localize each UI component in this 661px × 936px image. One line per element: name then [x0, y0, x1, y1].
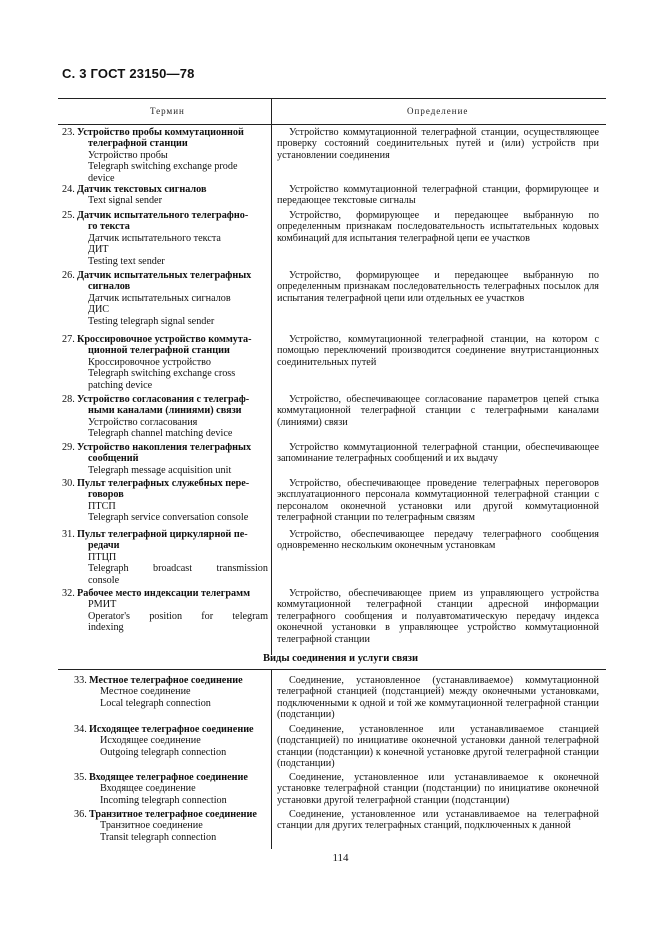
term-title: Датчик текстовых сигналов: [77, 184, 207, 195]
term-synonym: Operator's position for telegram: [88, 610, 268, 622]
document-header: С. 3 ГОСТ 23150—78: [62, 66, 195, 81]
term-title: Пульт телеграфных служебных пере-: [77, 478, 250, 489]
term-definition: Соединение, установленное или устанавливаемое станцией (подстанцией) по инициативе оконечной установки данной телеграфной станции (подстанции) к конечной установке другой телеграфной станции (подстанции): [277, 724, 599, 770]
term-synonym: Telegraph switching exchange cross: [88, 368, 236, 380]
term-synonym: Telegraph message acquisition unit: [88, 464, 232, 476]
term-definition: Устройство, формирующее и передающее выбранную по определенным признакам последовательность испытательных кодовых комбинаций для испытания телеграфной цепи ее участков: [277, 210, 599, 244]
term-entry: [74, 724, 270, 758]
term-synonym: device: [88, 172, 115, 184]
term-synonym: Датчик испытательных сигналов: [88, 292, 231, 304]
term-synonym: Telegraph switching exchange prode: [88, 161, 238, 173]
term-title: Рабочее место индексации телеграмм: [77, 588, 251, 599]
term-synonym: ПТСП: [88, 500, 116, 512]
term-synonym: Входящее соединение: [100, 783, 196, 795]
term-definition: Устройство, обеспечивающее прием из управляющего устройства коммутационной телеграфной станции адресной информации телеграфного сообщения и полуавтоматическую передачу индекса оконечной установки в управляющее устройство коммутационной телеграфной станции: [277, 588, 599, 645]
term-title: ными каналами (линиями) связи: [88, 405, 242, 417]
term-definition: Устройство коммутационной телеграфной станции, обеспечивающее запоминание телеграфных сообщений и их выдачу: [277, 442, 599, 465]
term-entry: [62, 442, 268, 476]
term-synonym: Telegraph service conversation console: [88, 512, 249, 524]
term-entry: [74, 675, 270, 709]
section-title: Виды соединения и услуги связи: [262, 653, 419, 664]
term-entry: [62, 394, 268, 440]
term-synonym: ПТЦП: [88, 551, 117, 563]
term-number: 34.: [74, 724, 87, 735]
term-number: 35.: [74, 772, 87, 783]
column-divider: [271, 124, 272, 655]
term-synonym: Telegraph broadcast transmission: [88, 563, 268, 575]
term-definition: Соединение, установленное или устанавливаемое на телеграфной станции для других телеграфных станций, подключенных к данной: [277, 809, 599, 832]
term-title: Входящее телеграфное соединение: [89, 772, 248, 783]
term-entry: [62, 478, 268, 524]
term-synonym: Text signal sender: [88, 195, 162, 207]
term-number: 32.: [62, 588, 75, 599]
term-synonym: Telegraph channel matching device: [88, 428, 233, 440]
term-title: Местное телеграфное соединение: [89, 675, 243, 686]
term-synonym: Кроссировочное устройство: [88, 356, 211, 368]
term-title: Датчик испытательного телеграфно-: [77, 210, 249, 221]
term-title: Устройство согласования с телеграф-: [77, 394, 250, 405]
term-definition: Устройство, обеспечивающее проведение телеграфных переговоров эксплуатационного персонала коммутационной телеграфной станции с персоналом оконечной установки или другой коммутационной телеграфной станции по телеграфным связям: [277, 478, 599, 524]
term-title: редачи: [88, 540, 120, 552]
term-title: Исходящее телеграфное соединение: [89, 724, 254, 735]
term-number: 33.: [74, 675, 87, 686]
term-synonym: Местное соединение: [100, 686, 191, 698]
term-synonym: Local telegraph connection: [100, 697, 211, 709]
term-definition: Устройство, обеспечивающее согласование параметров цепей стыка коммутационной телеграфной станции с телеграфными каналами (линиями) связи: [277, 394, 599, 428]
term-definition: Устройство, обеспечивающее передачу телеграфного сообщения одновременно нескольким оконечным установкам: [277, 529, 599, 552]
term-entry: [62, 270, 268, 327]
term-number: 28.: [62, 394, 75, 405]
column-divider: [271, 98, 272, 124]
term-synonym: console: [88, 574, 120, 586]
header-bottom-border: [58, 124, 606, 125]
term-definition: Устройство, коммутационной телеграфной станции, на котором с помощью переключений производится соединение внутристанционных соединительных путей: [277, 334, 599, 368]
term-entry: [74, 772, 270, 806]
term-synonym: Датчик испытательного текста: [88, 232, 221, 244]
term-title: говоров: [88, 489, 124, 501]
column-header-term: Термин: [150, 106, 185, 116]
term-number: 36.: [74, 809, 87, 820]
term-title: ционной телеграфной станции: [88, 345, 230, 357]
term-title: Датчик испытательных телеграфных: [77, 270, 252, 281]
term-definition: Соединение, установленное (устанавливаемое) коммутационной телеграфной станцией (подстанцией) между оконечными установками, подключенными к одной и той же коммутационной телеграфной станции (подстанции): [277, 675, 599, 721]
term-number: 26.: [62, 270, 75, 281]
term-definition: Соединение, установленное или устанавливаемое к оконечной установке телеграфной станции (подстанции) по инициативе оконечной установки другой телеграфной станции (подстанции): [277, 772, 599, 806]
term-synonym: Testing telegraph signal sender: [88, 315, 215, 327]
term-synonym: Transit telegraph connection: [100, 831, 217, 843]
term-synonym: ДИС: [88, 304, 110, 316]
term-synonym: Транзитное соединение: [100, 820, 203, 832]
term-number: 24.: [62, 184, 75, 195]
term-number: 25.: [62, 210, 75, 221]
page-number: 114: [332, 852, 349, 864]
term-synonym: indexing: [88, 622, 124, 634]
term-entry: [62, 210, 268, 267]
table-top-border: [58, 98, 606, 99]
term-definition: Устройство, формирующее и передающее выбранную по определенным признакам последовательность телеграфных посылок для испытания телеграфной цепи или отдельных ее участков: [277, 270, 599, 304]
term-number: 23.: [62, 127, 75, 138]
term-definition: Устройство коммутационной телеграфной станции, формирующее и передающее текстовые сигналы: [277, 184, 599, 207]
term-synonym: Outgoing telegraph connection: [100, 746, 227, 758]
column-divider: [271, 669, 272, 849]
term-title: сигналов: [88, 281, 131, 293]
section-separator: [58, 669, 606, 670]
term-number: 30.: [62, 478, 75, 489]
term-entry: [62, 529, 268, 586]
term-number: 29.: [62, 442, 75, 453]
column-header-definition: Определение: [407, 106, 469, 116]
term-synonym: РМИТ: [88, 599, 117, 611]
term-definition: Устройство коммутационной телеграфной станции, осуществляющее проверку состояний соединительных путей и (или) устройств при установлении соединения: [277, 127, 599, 161]
term-title: го текста: [88, 221, 130, 233]
term-entry: [62, 184, 268, 207]
term-synonym: Incoming telegraph connection: [100, 794, 227, 806]
term-synonym: patching device: [88, 379, 153, 391]
term-synonym: Устройство пробы: [88, 149, 168, 161]
term-number: 27.: [62, 334, 75, 345]
term-synonym: ДИТ: [88, 244, 109, 256]
term-title: Устройство пробы коммутационной: [77, 127, 244, 138]
term-synonym: Исходящее соединение: [100, 735, 201, 747]
term-synonym: Устройство согласования: [88, 416, 198, 428]
term-title: Устройство накопления телеграфных: [77, 442, 252, 453]
term-title: сообщений: [88, 453, 139, 465]
term-title: Кроссировочное устройство коммута-: [77, 334, 252, 345]
term-title: Пульт телеграфной циркулярной пе-: [77, 529, 248, 540]
term-entry: [62, 127, 268, 184]
term-entry: [62, 334, 268, 391]
term-synonym: Testing text sender: [88, 255, 165, 267]
term-title: телеграфной станции: [88, 138, 188, 150]
term-number: 31.: [62, 529, 75, 540]
term-title: Транзитное телеграфное соединение: [89, 809, 257, 820]
term-entry: [74, 809, 270, 843]
term-entry: [62, 588, 268, 634]
